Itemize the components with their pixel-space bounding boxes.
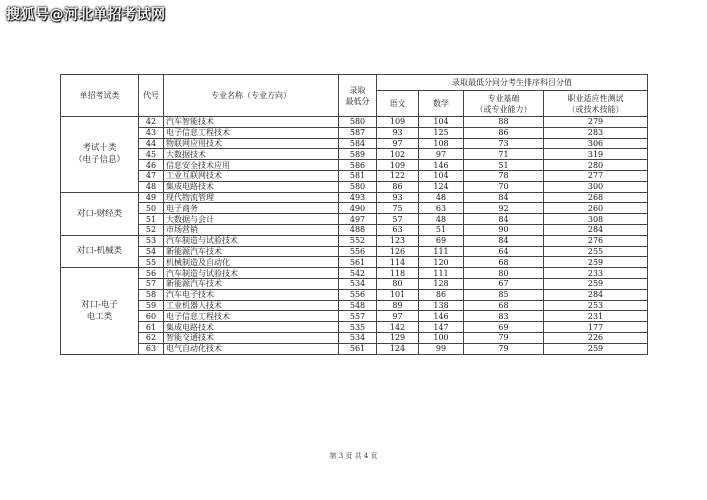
row-chinese: 97 (377, 138, 419, 149)
row-basic: 67 (464, 278, 544, 289)
header-math: 数学 (419, 91, 464, 117)
table-row (61, 224, 648, 235)
row-basic: 73 (464, 138, 544, 149)
category-name: 对口-财经类 (76, 208, 123, 219)
row-chinese: 122 (377, 170, 419, 181)
row-chinese: 109 (377, 117, 419, 128)
row-code: 48 (139, 181, 164, 192)
row-min-score: 561 (339, 257, 377, 268)
row-chinese: 63 (377, 224, 419, 235)
row-code: 57 (139, 278, 164, 289)
row-min-score: 589 (339, 149, 377, 160)
row-math: 48 (419, 192, 464, 203)
row-vocational: 277 (544, 170, 648, 181)
category-name: 对口-电子 (81, 299, 118, 310)
row-chinese: 123 (377, 235, 419, 246)
row-chinese: 80 (377, 278, 419, 289)
row-basic: 78 (464, 170, 544, 181)
table-row (61, 278, 648, 289)
row-vocational: 233 (544, 268, 648, 279)
row-min-score: 556 (339, 246, 377, 257)
row-math: 120 (419, 257, 464, 268)
row-math: 104 (419, 117, 464, 128)
row-basic: 79 (464, 343, 544, 354)
table-row (61, 235, 648, 246)
row-basic: 92 (464, 203, 544, 214)
row-chinese: 97 (377, 311, 419, 322)
row-vocational: 279 (544, 117, 648, 128)
row-basic: 84 (464, 235, 544, 246)
table-row (61, 214, 648, 225)
row-math: 104 (419, 170, 464, 181)
row-vocational: 319 (544, 149, 648, 160)
row-major: 现代物流管理 (164, 192, 339, 203)
row-basic: 68 (464, 257, 544, 268)
row-basic: 70 (464, 181, 544, 192)
row-code: 42 (139, 117, 164, 128)
table-row (61, 246, 648, 257)
category-name: （电子信息） (73, 155, 125, 166)
row-code: 61 (139, 322, 164, 333)
table-row (61, 138, 648, 149)
header-min-score (339, 75, 377, 117)
row-major: 汽车电子技术 (164, 289, 339, 300)
row-vocational: 300 (544, 181, 648, 192)
row-basic: 85 (464, 289, 544, 300)
row-min-score: 548 (339, 300, 377, 311)
row-vocational: 283 (544, 127, 648, 138)
row-math: 97 (419, 149, 464, 160)
table-row (61, 117, 648, 128)
row-min-score: 497 (339, 214, 377, 225)
category-cell (61, 117, 139, 193)
row-chinese: 129 (377, 332, 419, 343)
row-math: 124 (419, 181, 464, 192)
table-row (61, 127, 648, 138)
row-vocational: 276 (544, 235, 648, 246)
table-row (61, 289, 648, 300)
row-min-score: 542 (339, 268, 377, 279)
row-math: 63 (419, 203, 464, 214)
row-chinese: 75 (377, 203, 419, 214)
row-math: 146 (419, 160, 464, 171)
row-vocational: 260 (544, 203, 648, 214)
row-code: 45 (139, 149, 164, 160)
row-basic: 69 (464, 322, 544, 333)
row-code: 49 (139, 192, 164, 203)
row-chinese: 109 (377, 160, 419, 171)
row-basic: 71 (464, 149, 544, 160)
header-major: 专业名称（专业方向） (164, 75, 339, 117)
row-major: 集成电路技术 (164, 181, 339, 192)
row-major: 电子商务 (164, 203, 339, 214)
header-min-score-line1: 录取 (349, 85, 366, 95)
table-row (61, 257, 648, 268)
row-vocational: 284 (544, 224, 648, 235)
row-code: 47 (139, 170, 164, 181)
header-basic-line2: （或专业能力） (475, 104, 532, 114)
table-row (61, 170, 648, 181)
row-basic: 83 (464, 311, 544, 322)
row-vocational: 231 (544, 311, 648, 322)
header-chinese: 语文 (377, 91, 419, 117)
row-code: 58 (139, 289, 164, 300)
row-math: 138 (419, 300, 464, 311)
row-code: 52 (139, 224, 164, 235)
row-basic: 84 (464, 192, 544, 203)
row-basic: 79 (464, 332, 544, 343)
row-min-score: 580 (339, 181, 377, 192)
table-row (61, 181, 648, 192)
table-row (61, 268, 648, 279)
header-vocational-line1: 职业适应性测试 (567, 93, 624, 103)
row-vocational: 259 (544, 278, 648, 289)
header-code: 代号 (139, 75, 164, 117)
row-basic: 90 (464, 224, 544, 235)
row-chinese: 124 (377, 343, 419, 354)
row-min-score: 552 (339, 235, 377, 246)
row-math: 111 (419, 268, 464, 279)
table-header (61, 75, 648, 117)
row-major: 电子信息工程技术 (164, 311, 339, 322)
row-math: 99 (419, 343, 464, 354)
row-major: 新能源汽车技术 (164, 278, 339, 289)
row-vocational: 253 (544, 300, 648, 311)
category-cell (61, 192, 139, 235)
row-chinese: 93 (377, 127, 419, 138)
row-math: 111 (419, 246, 464, 257)
row-code: 43 (139, 127, 164, 138)
header-min-score-line2: 最低分 (345, 96, 370, 106)
row-major: 汽车智能技术 (164, 117, 339, 128)
row-min-score: 493 (339, 192, 377, 203)
row-major: 工业机器人技术 (164, 300, 339, 311)
row-basic: 51 (464, 160, 544, 171)
row-chinese: 93 (377, 192, 419, 203)
row-vocational: 177 (544, 322, 648, 333)
row-major: 汽车制造与试验技术 (164, 268, 339, 279)
category-name: 电工类 (86, 311, 113, 322)
row-min-score: 581 (339, 170, 377, 181)
row-basic: 84 (464, 214, 544, 225)
row-code: 44 (139, 138, 164, 149)
row-math: 51 (419, 224, 464, 235)
row-major: 电气自动化技术 (164, 343, 339, 354)
row-min-score: 534 (339, 278, 377, 289)
row-chinese: 86 (377, 181, 419, 192)
row-math: 100 (419, 332, 464, 343)
page-footer: 第 3 页 共 4 页 (329, 452, 378, 460)
row-math: 128 (419, 278, 464, 289)
row-math: 146 (419, 311, 464, 322)
table-row (61, 343, 648, 354)
row-code: 56 (139, 268, 164, 279)
header-tiebreak-group: 录取最低分同分考生排序科目分值 (377, 75, 648, 91)
row-math: 147 (419, 322, 464, 333)
row-chinese: 114 (377, 257, 419, 268)
row-major: 机械制造及自动化 (164, 257, 339, 268)
table-row (61, 311, 648, 322)
row-min-score: 584 (339, 138, 377, 149)
table-row (61, 149, 648, 160)
row-vocational: 268 (544, 192, 648, 203)
header-basic (464, 91, 544, 117)
header-basic-line1: 专业基础 (487, 93, 520, 103)
row-chinese: 57 (377, 214, 419, 225)
table-row (61, 300, 648, 311)
table-row (61, 192, 648, 203)
table-row (61, 160, 648, 171)
row-min-score: 534 (339, 332, 377, 343)
table-body (61, 117, 648, 355)
table-row (61, 322, 648, 333)
category-cell (61, 268, 139, 354)
row-min-score: 561 (339, 343, 377, 354)
row-min-score: 580 (339, 117, 377, 128)
row-major: 市场营销 (164, 224, 339, 235)
row-code: 50 (139, 203, 164, 214)
watermark-text: 搜狐号@河北单招考试网 (6, 7, 166, 23)
row-vocational: 226 (544, 332, 648, 343)
row-major: 电子信息工程技术 (164, 127, 339, 138)
row-min-score: 587 (339, 127, 377, 138)
row-code: 54 (139, 246, 164, 257)
row-vocational: 308 (544, 214, 648, 225)
header-category: 单招考试类 (61, 75, 139, 117)
row-chinese: 142 (377, 322, 419, 333)
header-vocational (544, 91, 648, 117)
row-major: 工业互联网技术 (164, 170, 339, 181)
row-major: 新能源汽车技术 (164, 246, 339, 257)
header-vocational-line2: （或技术技能） (567, 104, 624, 114)
row-basic: 80 (464, 268, 544, 279)
row-code: 63 (139, 343, 164, 354)
row-chinese: 126 (377, 246, 419, 257)
table-row (61, 332, 648, 343)
row-math: 48 (419, 214, 464, 225)
row-math: 86 (419, 289, 464, 300)
row-vocational: 306 (544, 138, 648, 149)
row-code: 59 (139, 300, 164, 311)
row-min-score: 557 (339, 311, 377, 322)
row-code: 46 (139, 160, 164, 171)
row-vocational: 259 (544, 343, 648, 354)
row-code: 53 (139, 235, 164, 246)
row-code: 62 (139, 332, 164, 343)
row-major: 大数据技术 (164, 149, 339, 160)
row-vocational: 284 (544, 289, 648, 300)
table-row (61, 203, 648, 214)
row-min-score: 490 (339, 203, 377, 214)
row-min-score: 586 (339, 160, 377, 171)
row-code: 60 (139, 311, 164, 322)
row-basic: 68 (464, 300, 544, 311)
admission-score-table (60, 74, 648, 355)
row-vocational: 259 (544, 257, 648, 268)
row-chinese: 89 (377, 300, 419, 311)
row-code: 55 (139, 257, 164, 268)
row-major: 汽车制造与试验技术 (164, 235, 339, 246)
category-name: 对口-机械类 (76, 246, 123, 257)
category-name: 考试十类 (82, 143, 117, 154)
row-vocational: 280 (544, 160, 648, 171)
row-chinese: 101 (377, 289, 419, 300)
row-major: 智能交通技术 (164, 332, 339, 343)
row-math: 125 (419, 127, 464, 138)
row-code: 51 (139, 214, 164, 225)
row-vocational: 255 (544, 246, 648, 257)
row-math: 108 (419, 138, 464, 149)
row-basic: 86 (464, 127, 544, 138)
row-chinese: 118 (377, 268, 419, 279)
row-chinese: 102 (377, 149, 419, 160)
row-major: 大数据与会计 (164, 214, 339, 225)
row-min-score: 556 (339, 289, 377, 300)
row-major: 集成电路技术 (164, 322, 339, 333)
row-math: 69 (419, 235, 464, 246)
row-basic: 88 (464, 117, 544, 128)
category-cell (61, 235, 139, 267)
row-major: 物联网应用技术 (164, 138, 339, 149)
row-major: 信息安全技术应用 (164, 160, 339, 171)
row-basic: 64 (464, 246, 544, 257)
row-min-score: 488 (339, 224, 377, 235)
row-min-score: 535 (339, 322, 377, 333)
